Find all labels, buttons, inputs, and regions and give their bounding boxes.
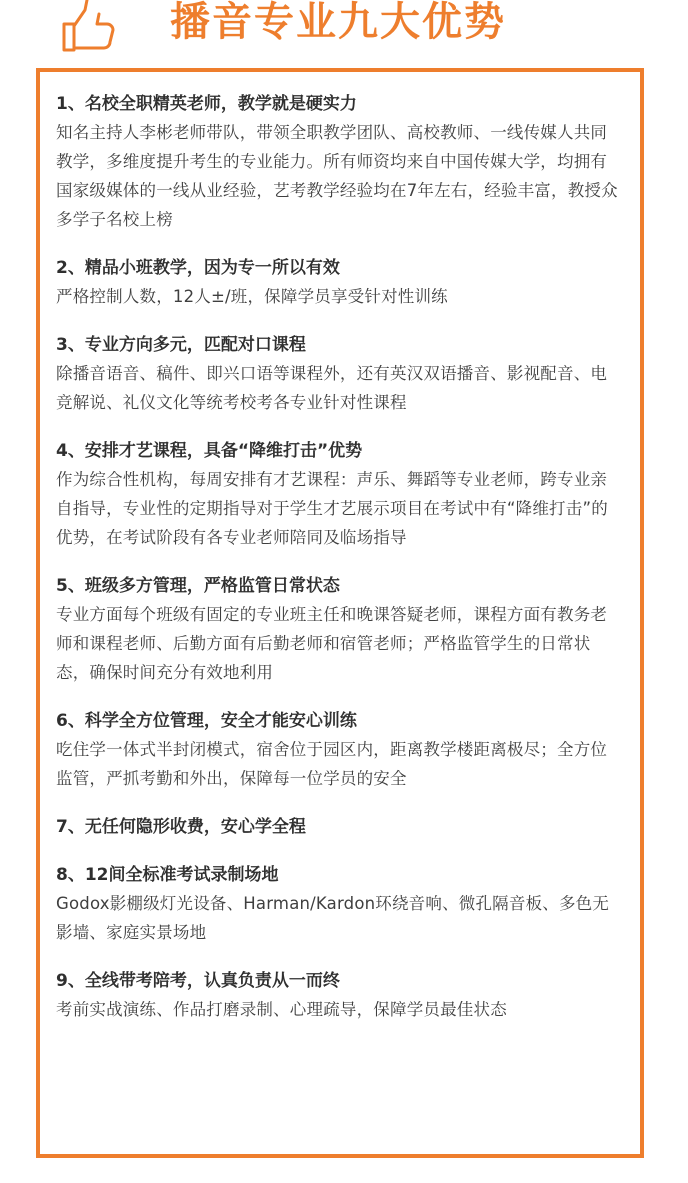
page-title: 播音专业九大优势	[170, 0, 506, 45]
section-body: 严格控制人数，12人±/班，保障学员享受针对性训练	[56, 287, 448, 306]
advantage-section-8	[56, 861, 622, 947]
section-body: Godox影棚级灯光设备、Harman/Kardon环绕音响、微孔隔音板、多色无影墙、家庭实景场地	[56, 894, 610, 942]
section-body: 吃住学一体式半封闭模式，宿舍位于园区内，距离教学楼距离极尽；全方位监管，严抓考勤和外出，保障每一位学员的安全	[56, 740, 608, 788]
section-heading: 7、无任何隐形收费，安心学全程	[56, 817, 306, 837]
advantage-section-1	[56, 90, 622, 234]
section-body: 作为综合性机构，每周安排有才艺课程：声乐、舞蹈等专业老师，跨专业亲自指导，专业性的定期指导对于学生才艺展示项目在考试中有“降维打击”的优势，在考试阶段有各专业老师陪同及临场指导	[56, 470, 608, 547]
section-heading: 3、专业方向多元，匹配对口课程	[56, 335, 306, 355]
section-heading: 9、全线带考陪考，认真负责从一而终	[56, 971, 340, 991]
advantage-section-2	[56, 254, 622, 311]
section-body: 知名主持人李彬老师带队，带领全职教学团队、高校教师、一线传媒人共同教学，多维度提升考生的专业能力。所有师资均来自中国传媒大学，均拥有国家级媒体的一线从业经验，艺考教学经验均在7年左右，经验丰富，教授众多学子名校上榜	[56, 123, 618, 229]
advantage-section-5	[56, 572, 622, 687]
section-body: 专业方面每个班级有固定的专业班主任和晚课答疑老师，课程方面有教务老师和课程老师、后勤方面有后勤老师和宿管老师；严格监管学生的日常状态，确保时间充分有效地利用	[56, 605, 608, 682]
section-heading: 1、名校全职精英老师，教学就是硬实力	[56, 94, 357, 114]
thumbs-up-icon	[58, 0, 122, 52]
advantage-section-9	[56, 967, 622, 1024]
section-heading: 2、精品小班教学，因为专一所以有效	[56, 258, 340, 278]
section-heading: 4、安排才艺课程，具备“降维打击”优势	[56, 441, 363, 461]
advantages-box	[36, 68, 644, 1158]
advantage-section-7	[56, 813, 622, 841]
section-heading: 5、班级多方管理，严格监管日常状态	[56, 576, 340, 596]
section-body: 除播音语音、稿件、即兴口语等课程外，还有英汉双语播音、影视配音、电竞解说、礼仪文化等统考校考各专业针对性课程	[56, 364, 608, 412]
advantage-section-3	[56, 331, 622, 417]
header	[0, 0, 688, 60]
section-body: 考前实战演练、作品打磨录制、心理疏导，保障学员最佳状态	[56, 1000, 507, 1019]
section-heading: 6、科学全方位管理，安全才能安心训练	[56, 711, 357, 731]
advantage-section-4	[56, 437, 622, 552]
advantage-section-6	[56, 707, 622, 793]
section-heading: 8、12间全标准考试录制场地	[56, 865, 279, 885]
